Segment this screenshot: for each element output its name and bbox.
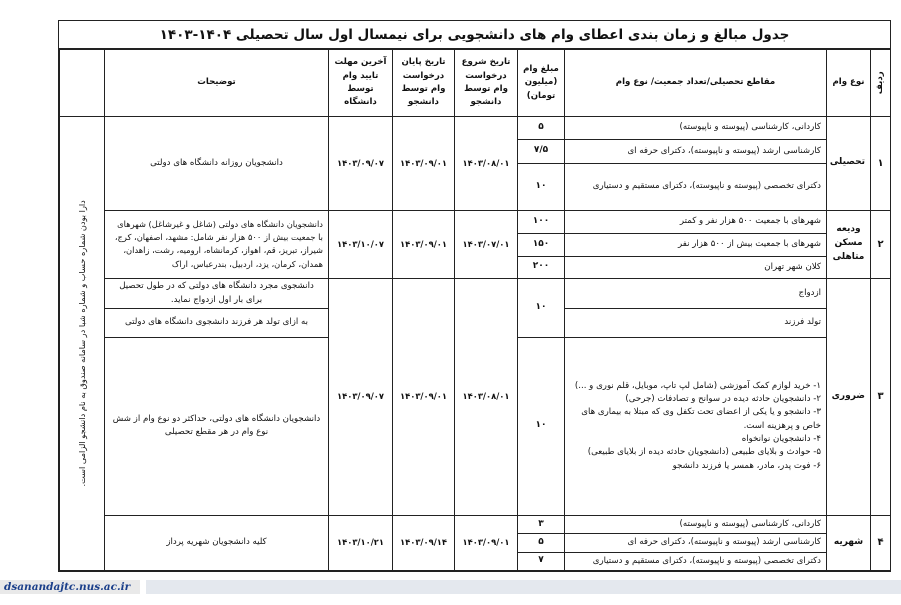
row-note: دانشجویان دانشگاه های دولتی، حداکثر دو نوع وام از شش نوع وام در هر مقطع تحصیلی (105, 337, 329, 515)
row-number: ۲ (871, 210, 891, 278)
row-note: دانشجویان دانشگاه های دولتی (شاغل و غیرشاغل) شهرهای با جمعیت بیش از ۵۰۰ هزار نفر شامل: مشهد، اصفهان، کرج، شیراز، تبریز، قم، اهواز، کرمانشاه، ارومیه، رشت، زاهدان، همدان، کرمان، یزد، اردبیل، بندرعباس، اراک (105, 210, 329, 278)
section-label: کلان شهر تهران (565, 256, 827, 278)
loan-type: ودیعه مسکن متاهلی (827, 210, 871, 278)
row-note: دانشجوی مجرد دانشگاه های دولتی که در طول تحصیل برای بار اول ازدواج نماید. (105, 278, 329, 309)
loan-amount: ۵ (518, 117, 565, 139)
loan-schedule-sheet (58, 20, 891, 572)
loan-amount: ۲۰۰ (518, 256, 565, 278)
section-label: شهرهای با جمعیت ۵۰۰ هزار نفر و کمتر (565, 210, 827, 233)
list-item: ۱- خرید لوازم کمک آموزشی (شامل لپ تاپ، موبایل، قلم نوری و ...) (574, 380, 821, 391)
end-date: ۱۴۰۳/۰۹/۱۴ (393, 515, 455, 570)
loan-type: تحصیلی (827, 117, 871, 211)
loan-amount: ۷ (518, 552, 565, 570)
list-item: ۲- دانشجویان حادثه دیده در سوانح و تصادفات (جرحی) (625, 394, 821, 405)
table-row (60, 515, 891, 533)
end-date: ۱۴۰۳/۰۹/۰۱ (393, 210, 455, 278)
list-item: ۴- دانشجویان نوانخواه (741, 434, 821, 445)
section-label: دکترای تخصصی (پیوسته و ناپیوسته)، دکترای مستقیم و دستیاری (565, 163, 827, 210)
row-number: ۱ (871, 117, 891, 211)
section-label: دکترای تخصصی (پیوسته و ناپیوسته)، دکترای مستقیم و دستیاری (565, 552, 827, 570)
start-date: ۱۴۰۳/۰۹/۰۱ (455, 515, 518, 570)
list-item: ۳- دانشجو و یا یکی از اعضای تحت تکفل وی که مبتلا به بیماری های خاص و پرهزینه است. (581, 407, 821, 431)
list-item: ۵- حوادث و بلایای طبیعی (دانشجویان حادثه دیده از بلایای طبیعی) (587, 447, 821, 458)
header-loan-type: نوع وام (827, 50, 871, 117)
loan-type: شهریه (827, 515, 871, 570)
loan-amount: ۱۰ (518, 278, 565, 337)
section-list (565, 337, 827, 515)
loan-table (59, 49, 891, 571)
loan-amount: ۱۰ (518, 337, 565, 515)
loan-amount: ۱۰ (518, 163, 565, 210)
loan-amount: ۱۵۰ (518, 234, 565, 256)
site-logo: dsanandajtc.nus.ac.ir (4, 581, 131, 593)
row-number: ۳ (871, 278, 891, 515)
side-note: دارا بودن شماره حساب و شماره شبا در سامانه صندوق به نام دانشجو الزامی است. (60, 117, 105, 571)
start-date: ۱۴۰۳/۰۷/۰۱ (455, 210, 518, 278)
deadline-date: ۱۴۰۳/۱۰/۲۱ (329, 515, 393, 570)
end-date: ۱۴۰۳/۰۹/۰۱ (393, 278, 455, 515)
loan-amount: ۷/۵ (518, 139, 565, 163)
section-label: کارشناسی ارشد (پیوسته و ناپیوسته)، دکترای حرفه ای (565, 534, 827, 552)
row-note: کلیه دانشجویان شهریه پرداز (105, 515, 329, 570)
header-start-date: تاریخ شروع درخواست وام توسط دانشجو (455, 50, 518, 117)
section-label: کارشناسی ارشد (پیوسته و ناپیوسته)، دکترای حرفه ای (565, 139, 827, 163)
section-label: ازدواج (565, 278, 827, 309)
deadline-date: ۱۴۰۳/۱۰/۰۷ (329, 210, 393, 278)
table-row (60, 278, 891, 309)
loan-amount: ۱۰۰ (518, 210, 565, 233)
site-logo-bar (0, 580, 140, 594)
loan-amount: ۳ (518, 515, 565, 533)
header-notes: توضیحات (105, 50, 329, 117)
section-label: کاردانی، کارشناسی (پیوسته و ناپیوسته) (565, 117, 827, 139)
section-label: تولد فرزند (565, 309, 827, 337)
header-side-blank (60, 50, 105, 117)
deadline-date: ۱۴۰۳/۰۹/۰۷ (329, 117, 393, 211)
section-label: شهرهای با جمعیت بیش از ۵۰۰ هزار نفر (565, 234, 827, 256)
deadline-date: ۱۴۰۳/۰۹/۰۷ (329, 278, 393, 515)
table-row (60, 210, 891, 233)
table-row (60, 117, 891, 139)
header-end-date: تاریخ پایان درخواست وام توسط دانشجو (393, 50, 455, 117)
start-date: ۱۴۰۳/۰۸/۰۱ (455, 117, 518, 211)
loan-amount: ۵ (518, 534, 565, 552)
title-row (59, 21, 890, 49)
header-amount: مبلغ وام (میلیون تومان) (518, 50, 565, 117)
footer-strip (146, 580, 901, 594)
section-label: کاردانی، کارشناسی (پیوسته و ناپیوسته) (565, 515, 827, 533)
page-title: جدول مبالغ و زمان بندی اعطای وام های دانشجویی برای نیمسال اول سال تحصیلی ۱۴۰۴-۱۴۰۳ (159, 26, 790, 43)
row-note: دانشجویان روزانه دانشگاه های دولتی (105, 117, 329, 211)
loan-type: ضروری (827, 278, 871, 515)
list-item: ۶- فوت پدر، مادر، همسر یا فرزند دانشجو (672, 460, 821, 471)
end-date: ۱۴۰۳/۰۹/۰۱ (393, 117, 455, 211)
header-sections: مقاطع تحصیلی/تعداد جمعیت/ نوع وام (565, 50, 827, 117)
header-row-no: ردیف (871, 50, 891, 117)
row-number: ۴ (871, 515, 891, 570)
start-date: ۱۴۰۳/۰۸/۰۱ (455, 278, 518, 515)
row-note: به ازای تولد هر فرزند دانشجوی دانشگاه های دولتی (105, 309, 329, 337)
header-deadline: آخرین مهلت تایید وام توسط دانشگاه (329, 50, 393, 117)
header-row (60, 50, 891, 117)
